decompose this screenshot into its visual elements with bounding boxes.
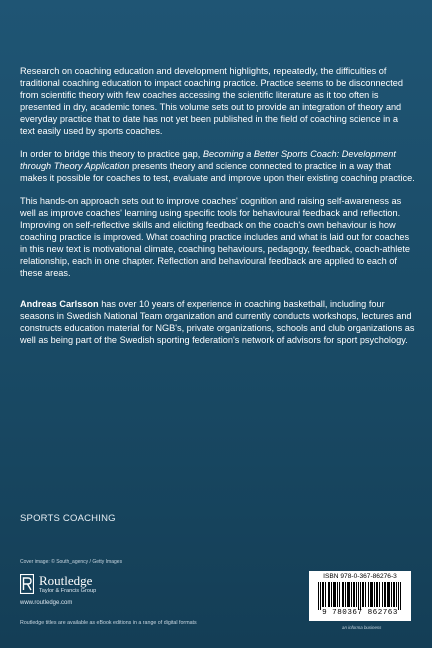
subject-category: SPORTS COACHING [20, 513, 116, 524]
blurb-paragraph-3: This hands-on approach sets out to improve coaches' cognition and raising self-awareness as well as improve coaches' learning using specific tools for behavioural feedback and reflection. Improving on self-reflective skills and eliciting feedback on the coach's own behaviour is how coaching practice is improved. What coaching practice includes and what is laid out for coaches in this new text is motivational climate, coaching behaviours, pedagogy, feedback, coach-athlete relationship, each in one chapter. Reflection and behavioural feedback are applied to each of these areas. [20, 195, 411, 279]
publisher-url: www.routledge.com [20, 600, 73, 606]
book-title: Becoming a Better Sports Coach: Development through Theory Application [20, 149, 396, 172]
blurb-paragraph-1: Research on coaching education and development highlights, repeatedly, the difficulties of traditional coaching education to impact coaching practice. Practice seems to be disconnected from scientific theory with few coaches accessing the scientific literature as it too often is presented in dry, academic tones. This volume sets out to provide an integration of theory and everyday practice that to date has not yet been published in the field of coaching science in a text easily used by sports coaches. [20, 66, 404, 137]
paragraph-2-lead: In order to bridge this theory to practice gap, [20, 149, 203, 160]
isbn-text: ISBN 978-0-367-86276-3 [323, 573, 397, 580]
barcode-bars-icon [318, 582, 402, 610]
blurb-paragraph-2 [20, 148, 415, 184]
publisher-block [20, 572, 190, 608]
publisher-name: Routledge [39, 573, 93, 588]
cover-image-credit: Cover image: © South_agency / Getty Images [20, 559, 123, 565]
barcode [309, 571, 411, 621]
publisher-group: Taylor & Francis Group [39, 588, 97, 594]
author-bio-text: has over 10 years of experience in coaching basketball, including four seasons in Swedish National Team organization and currently conducts workshops, lectures and constructs education material for NGB's, private organizations, schools and club organizations as well as being part of the Swedish sporting federation's network of advisors for sport psychology. [20, 298, 415, 345]
author-bio [20, 298, 415, 346]
ebook-note: Routledge titles are available as eBook editions in a range of digital formats [20, 620, 197, 626]
routledge-logo-icon [20, 574, 34, 594]
blurb [20, 65, 415, 356]
barcode-digits: 9 780367 862763 [322, 609, 398, 617]
paragraph-2-tail: presents theory and science connected to practice in a way that makes it possible for coaches to test, evaluate and improve upon their existing coaching practice. [20, 161, 415, 184]
informa-tagline: an informa business [342, 625, 382, 630]
author-name: Andreas Carlsson [20, 298, 99, 309]
